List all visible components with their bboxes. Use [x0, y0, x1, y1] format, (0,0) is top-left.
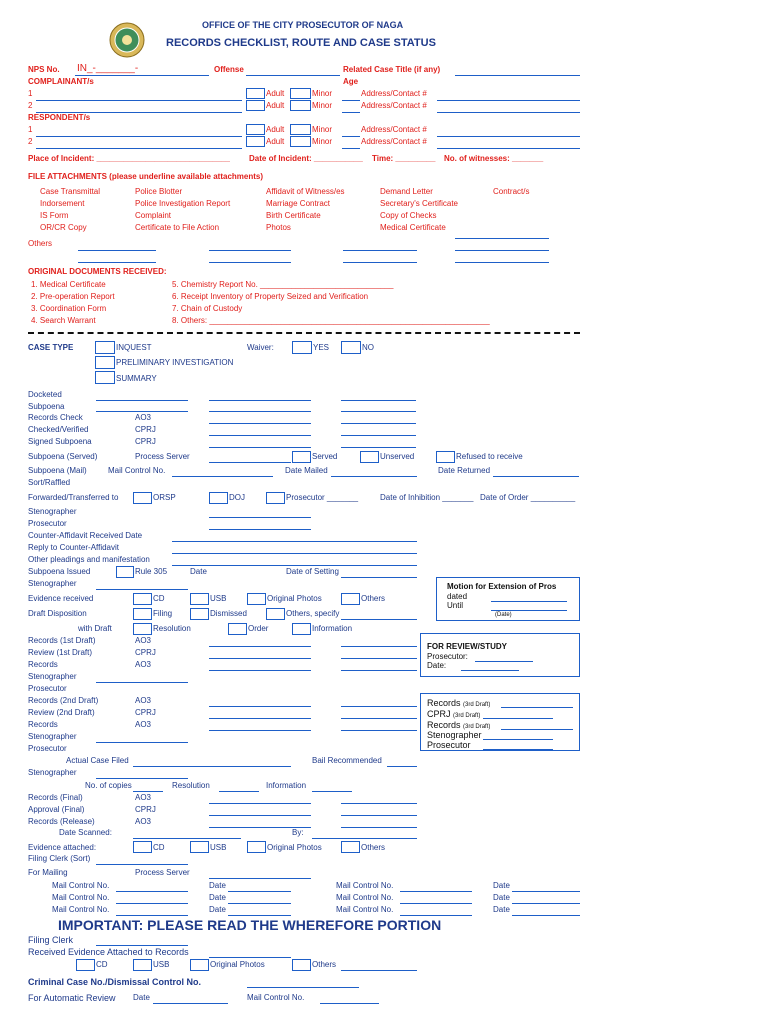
original-doc-item[interactable]: 1. Medical Certificate	[31, 280, 106, 289]
respondent-2-address-field[interactable]	[437, 148, 580, 149]
attachment-item[interactable]: IS Form	[40, 211, 69, 220]
attachment-item[interactable]: Photos	[266, 223, 291, 232]
received-cd-checkbox[interactable]	[76, 959, 95, 971]
motion-extension-box: Motion for Extension of Pros dated Until (Date)	[436, 577, 580, 621]
nps-label: NPS No.	[28, 65, 60, 74]
served-checkbox[interactable]	[292, 451, 311, 463]
attachment-item[interactable]: Birth Certificate	[266, 211, 321, 220]
form-title: RECORDS CHECKLIST, ROUTE AND CASE STATUS	[166, 37, 436, 49]
others-specify-checkbox[interactable]	[266, 608, 285, 620]
complainant-1-adult-checkbox[interactable]	[246, 88, 265, 99]
attachments-heading: FILE ATTACHMENTS (please underline available attachments)	[28, 172, 264, 181]
complainant-2-minor-checkbox[interactable]	[290, 100, 311, 111]
dismissed-checkbox[interactable]	[190, 608, 209, 620]
city-seal-logo	[109, 22, 145, 58]
respondent-1-minor-checkbox[interactable]	[290, 124, 311, 135]
inquest-checkbox[interactable]	[95, 341, 115, 354]
original-doc-item[interactable]: 2. Pre-operation Report	[31, 292, 115, 301]
complainant-1-minor-checkbox[interactable]	[290, 88, 311, 99]
attachment-item[interactable]: Police Investigation Report	[135, 199, 231, 208]
waiver-yes-checkbox[interactable]	[292, 341, 312, 354]
time-of-incident[interactable]: Time: _________	[372, 154, 436, 163]
offense-field[interactable]	[246, 75, 340, 76]
respondent-1-address-field[interactable]	[437, 136, 580, 137]
offense-label: Offense	[214, 65, 244, 74]
original-doc-item[interactable]: 7. Chain of Custody	[172, 304, 243, 313]
attached-others-checkbox[interactable]	[341, 841, 360, 853]
attachment-item[interactable]: Marriage Contract	[266, 199, 331, 208]
refused-checkbox[interactable]	[436, 451, 455, 463]
attached-usb-checkbox[interactable]	[190, 841, 209, 853]
respondent-2-adult-checkbox[interactable]	[246, 136, 265, 147]
unserved-checkbox[interactable]	[360, 451, 379, 463]
others-label: Others	[28, 239, 53, 248]
complainant-1-field[interactable]	[36, 100, 242, 101]
doj-checkbox[interactable]	[209, 492, 228, 504]
complainant-2-adult-checkbox[interactable]	[246, 100, 265, 111]
original-doc-item[interactable]: 5. Chemistry Report No. ______________________________	[172, 280, 394, 289]
waiver-no-checkbox[interactable]	[341, 341, 361, 354]
others-field[interactable]	[78, 250, 156, 251]
attachment-item[interactable]: OR/CR Copy	[40, 223, 87, 232]
criminal-case-label: Criminal Case No./Dismissal Control No.	[28, 977, 202, 987]
attachment-item[interactable]: Demand Letter	[380, 187, 433, 196]
prosecutor-checkbox[interactable]	[266, 492, 285, 504]
respondent-2-minor-checkbox[interactable]	[290, 136, 311, 147]
important-notice: IMPORTANT: PLEASE READ THE WHEREFORE PORTION	[58, 917, 442, 933]
attachment-item[interactable]: Indorsement	[40, 199, 85, 208]
case-type-label: CASE TYPE	[28, 343, 74, 352]
attachment-item[interactable]: Secretary's Certificate	[380, 199, 458, 208]
date-of-incident[interactable]: Date of Incident: ___________	[249, 154, 363, 163]
evidence-photos-checkbox[interactable]	[247, 593, 266, 605]
evidence-cd-checkbox[interactable]	[133, 593, 152, 605]
prelim-checkbox[interactable]	[95, 356, 115, 369]
evidence-usb-checkbox[interactable]	[190, 593, 209, 605]
third-draft-box: Records (3rd Draft) CPRJ (3rd Draft) Records (3rd Draft) Stenographer Prosecutor	[420, 693, 580, 751]
attachment-item[interactable]: Police Blotter	[135, 187, 183, 196]
respondent-1-field[interactable]	[36, 136, 242, 137]
attachment-item[interactable]: Affidavit of Witness/es	[266, 187, 345, 196]
attachment-item[interactable]: Certificate to File Action	[135, 223, 220, 232]
attachment-item[interactable]: Complaint	[135, 211, 172, 220]
attachment-item[interactable]: Contract/s	[493, 187, 530, 196]
filing-checkbox[interactable]	[133, 608, 152, 620]
related-case-field[interactable]	[455, 75, 580, 76]
received-others-checkbox[interactable]	[292, 959, 311, 971]
original-doc-item[interactable]: 6. Receipt Inventory of Property Seized and Verification	[172, 292, 369, 301]
orsp-checkbox[interactable]	[133, 492, 152, 504]
complainant-2-address-field[interactable]	[437, 112, 580, 113]
order-checkbox[interactable]	[228, 623, 247, 635]
evidence-others-checkbox[interactable]	[341, 593, 360, 605]
criminal-case-field[interactable]	[247, 987, 359, 988]
age-label: Age	[343, 77, 359, 86]
respondent-2-field[interactable]	[36, 148, 242, 149]
original-doc-item[interactable]: 4. Search Warrant	[31, 316, 96, 325]
attachment-item[interactable]: Medical Certificate	[380, 223, 446, 232]
attachment-item[interactable]: Case Transmittal	[40, 187, 101, 196]
information-checkbox[interactable]	[292, 623, 311, 635]
respondents-label: RESPONDENT/s	[28, 113, 91, 122]
attached-cd-checkbox[interactable]	[133, 841, 152, 853]
no-of-witnesses[interactable]: No. of witnesses: _______	[444, 154, 544, 163]
attachment-item[interactable]: Copy of Checks	[380, 211, 437, 220]
received-photos-checkbox[interactable]	[190, 959, 209, 971]
complainant-1-address-field[interactable]	[437, 100, 580, 101]
originals-heading: ORIGINAL DOCUMENTS RECEIVED:	[28, 267, 167, 276]
received-usb-checkbox[interactable]	[133, 959, 152, 971]
original-doc-item[interactable]: 8. Others: _______________________________________________________________	[172, 316, 490, 325]
related-case-label: Related Case Title (if any)	[343, 65, 441, 74]
summary-checkbox[interactable]	[95, 371, 115, 384]
respondent-1-adult-checkbox[interactable]	[246, 124, 265, 135]
section-divider	[28, 332, 580, 334]
office-name: OFFICE OF THE CITY PROSECUTOR OF NAGA	[202, 20, 404, 30]
complainants-label: COMPLAINANT/s	[28, 77, 94, 86]
place-of-incident[interactable]: Place of Incident: ______________________________	[28, 154, 230, 163]
nps-value[interactable]: IN_-_______-	[77, 63, 139, 74]
rule305-checkbox[interactable]	[116, 566, 134, 578]
review-study-box: FOR REVIEW/STUDY Prosecutor: Date:	[420, 633, 580, 677]
attached-photos-checkbox[interactable]	[247, 841, 266, 853]
resolution-checkbox[interactable]	[133, 623, 152, 635]
original-doc-item[interactable]: 3. Coordination Form	[31, 304, 107, 313]
